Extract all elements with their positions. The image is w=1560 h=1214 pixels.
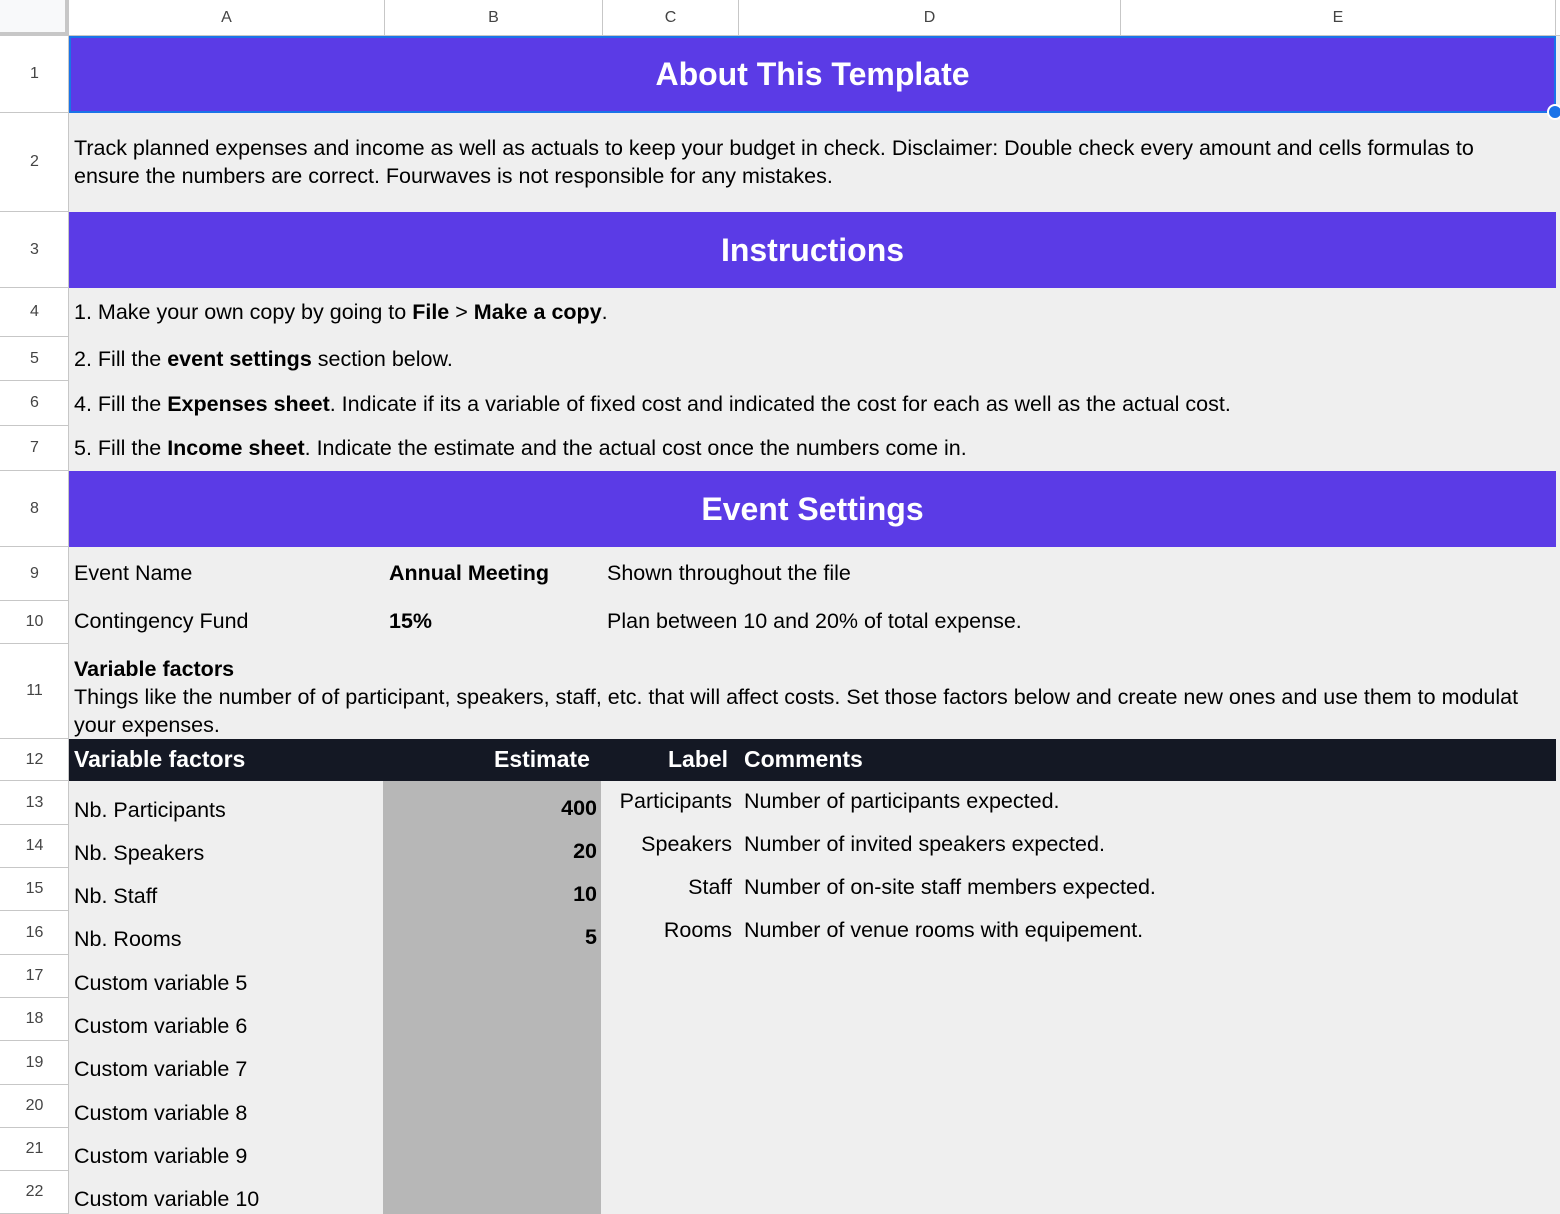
row-header-4[interactable]: 4 (0, 288, 69, 337)
factor-cell[interactable]: Nb. Staff (74, 884, 158, 908)
label-cell[interactable]: Rooms (663, 918, 732, 942)
comment-cell[interactable]: Number of participants expected. (744, 789, 1060, 813)
label-cell[interactable]: Participants (619, 789, 732, 813)
factor-cell[interactable]: Custom variable 7 (74, 1057, 248, 1081)
row-header-18[interactable]: 18 (0, 998, 69, 1041)
instructions-title-cell[interactable] (69, 212, 1556, 288)
comment-cell[interactable]: Number of venue rooms with equipement. (744, 918, 1144, 942)
variable-factors-heading: Variable factors (74, 657, 235, 681)
header-comments: Comments (744, 746, 863, 772)
column-header-d[interactable]: D (739, 0, 1121, 36)
contingency-note: Plan between 10 and 20% of total expense. (607, 609, 1022, 633)
column-header-a[interactable]: A (69, 0, 385, 36)
factor-cell[interactable]: Nb. Participants (74, 798, 226, 822)
event-name-label: Event Name (74, 561, 193, 585)
instructions-title: Instructions (720, 231, 905, 268)
label-cell[interactable]: Staff (688, 875, 732, 899)
row-header-9[interactable]: 9 (0, 547, 69, 601)
column-header-b[interactable]: B (385, 0, 603, 36)
row-header-8[interactable]: 8 (0, 471, 69, 547)
instruction-step-1: 1. Make your own copy by going to File > Make a copy. (74, 300, 608, 324)
row-header-20[interactable]: 20 (0, 1085, 69, 1128)
row-header-15[interactable]: 15 (0, 868, 69, 911)
row-header-21[interactable]: 21 (0, 1128, 69, 1171)
row-header-11[interactable]: 11 (0, 644, 69, 739)
estimate-cell[interactable]: 20 (573, 839, 597, 863)
row-header-19[interactable]: 19 (0, 1041, 69, 1085)
sheet-grid[interactable] (69, 36, 1560, 1214)
estimate-cell[interactable]: 10 (573, 882, 597, 906)
factor-cell[interactable]: Custom variable 5 (74, 971, 248, 995)
about-description: Track planned expenses and income as well as actuals to keep your budget in check. Disclaimer: Double check every amount and cells formulas to ensure the numbers are correct. Fourwaves is not responsible for any mistakes. (74, 136, 1474, 188)
event-name-note: Shown throughout the file (607, 561, 851, 585)
factor-cell[interactable]: Nb. Rooms (74, 927, 182, 951)
factor-cell[interactable]: Custom variable 6 (74, 1014, 248, 1038)
row-header-bar (0, 36, 69, 1214)
row-header-6[interactable]: 6 (0, 381, 69, 426)
contingency-value[interactable]: 15% (389, 609, 433, 633)
row-header-14[interactable]: 14 (0, 825, 69, 868)
instruction-step-4: 4. Fill the Expenses sheet. Indicate if its a variable of fixed cost and indicated the cost for each as well as the actual cost. (74, 392, 1231, 416)
about-title: About This Template (655, 56, 970, 92)
factor-cell[interactable]: Nb. Speakers (74, 841, 205, 865)
header-estimate: Estimate (494, 746, 590, 772)
row-header-10[interactable]: 10 (0, 601, 69, 644)
factor-cell[interactable]: Custom variable 9 (74, 1144, 248, 1168)
row-header-13[interactable]: 13 (0, 781, 69, 825)
row-header-12[interactable]: 12 (0, 739, 69, 781)
row-header-3[interactable]: 3 (0, 212, 69, 288)
row-header-16[interactable]: 16 (0, 911, 69, 955)
select-all-corner[interactable] (0, 0, 69, 36)
event-settings-title: Event Settings (701, 490, 924, 527)
comment-cell[interactable]: Number of invited speakers expected. (744, 832, 1105, 856)
column-header-bar (0, 0, 1560, 36)
event-settings-title-cell[interactable] (69, 471, 1556, 547)
instruction-step-2: 2. Fill the event settings section below. (74, 347, 453, 371)
row-header-17[interactable]: 17 (0, 955, 69, 998)
variable-table-header (69, 739, 1556, 781)
estimate-cell[interactable]: 5 (585, 925, 597, 949)
variable-factors-description: Things like the number of of participant, speakers, staff, etc. that will affect costs. Set those factors below and create new ones and use them to modulat your expenses. (74, 685, 1519, 737)
event-name-value[interactable]: Annual Meeting (389, 561, 550, 585)
label-cell[interactable]: Speakers (641, 832, 732, 856)
row-header-5[interactable]: 5 (0, 337, 69, 381)
instruction-step-5: 5. Fill the Income sheet. Indicate the estimate and the actual cost once the numbers come in. (74, 436, 967, 460)
column-header-c[interactable]: C (603, 0, 739, 36)
row-header-22[interactable]: 22 (0, 1171, 69, 1214)
factor-cell[interactable]: Custom variable 8 (74, 1101, 248, 1125)
estimate-cell[interactable]: 400 (561, 796, 597, 820)
header-variable-factors: Variable factors (74, 746, 246, 772)
about-title-cell[interactable] (69, 36, 1556, 113)
header-label: Label (668, 746, 729, 772)
comment-cell[interactable]: Number of on-site staff members expected. (744, 875, 1156, 899)
selection-fill-handle[interactable] (1547, 104, 1560, 120)
row-header-2[interactable]: 2 (0, 113, 69, 212)
factor-cell[interactable]: Custom variable 10 (74, 1187, 260, 1211)
row-header-1[interactable]: 1 (0, 36, 69, 113)
contingency-label: Contingency Fund (74, 609, 249, 633)
column-header-e[interactable]: E (1121, 0, 1556, 36)
row-header-7[interactable]: 7 (0, 426, 69, 471)
